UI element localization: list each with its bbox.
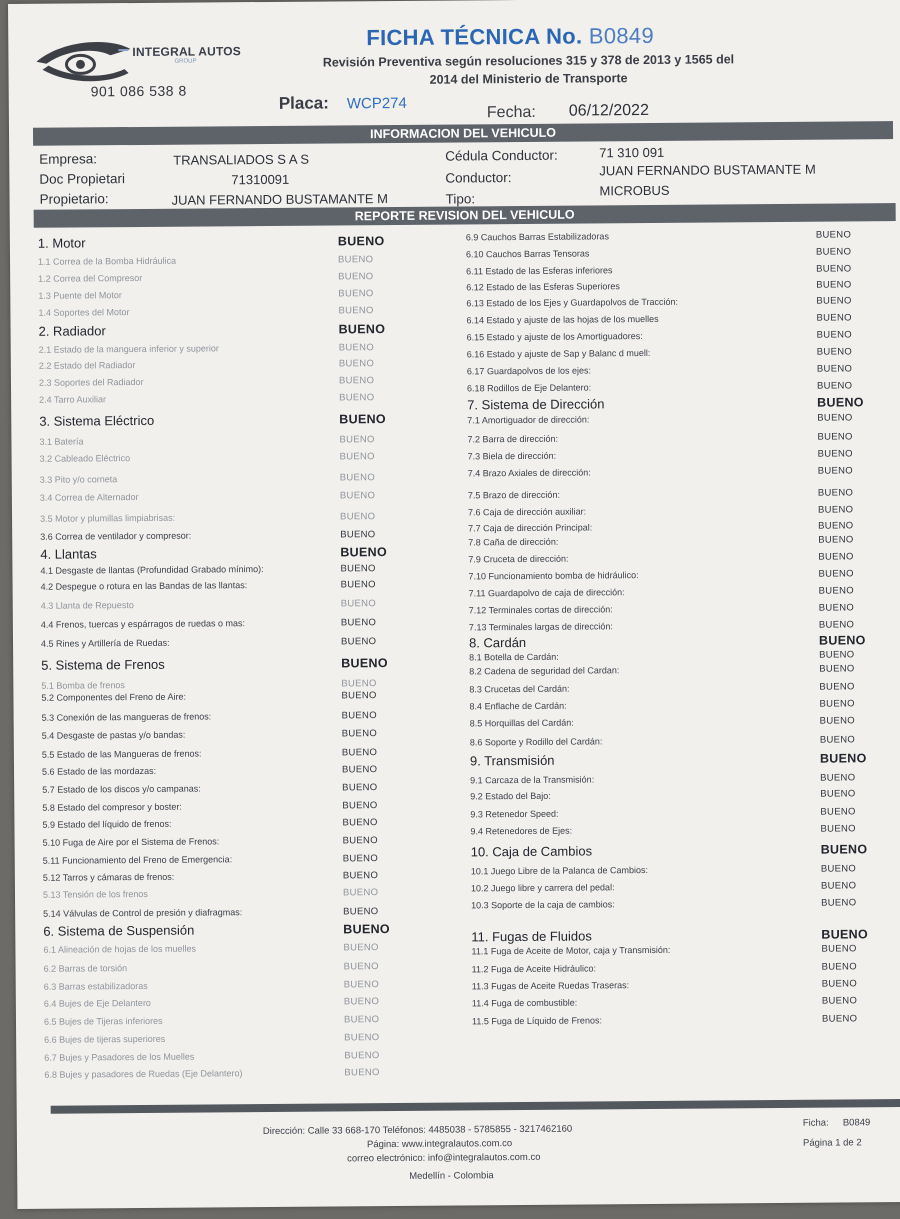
- checklist-item-label: 6.14 Estado y ajuste de las hojas de los muelles: [466, 313, 659, 326]
- checklist-item-status: BUENO: [338, 375, 375, 387]
- checklist-item-label: 7.4 Brazo Axiales de dirección:: [467, 467, 591, 479]
- checklist-item-label: 6.8 Bujes y pasadores de Ruedas (Eje Delantero): [44, 1068, 243, 1080]
- checklist-item-label: 9.4 Retenedores de Ejes:: [470, 825, 573, 837]
- checklist-item-status: BUENO: [341, 690, 377, 702]
- checklist-item-label: 8.4 Enflache de Cardán:: [469, 700, 567, 712]
- checklist-item-status: BUENO: [341, 764, 378, 776]
- checklist-item-status: BUENO: [342, 835, 378, 847]
- checklist-item-label: 9.3 Retenedor Speed:: [470, 808, 559, 820]
- propietario-label: Propietario:: [39, 191, 109, 207]
- checklist-item-status: BUENO: [820, 772, 856, 784]
- checklist-item-label: 3.1 Batería: [39, 436, 84, 447]
- checklist-item-label: 6.9 Cauchos Barras Estabilizadoras: [465, 231, 609, 243]
- section-title: 5. Sistema de Frenos: [41, 656, 165, 673]
- checklist-item-label: 8.5 Horquillas del Cardán:: [469, 717, 574, 729]
- report-band: REPORTE REVISION DEL VEHICULO: [34, 203, 896, 228]
- checklist-item-status: BUENO: [343, 1014, 380, 1026]
- checklist-item-status: BUENO: [821, 897, 857, 909]
- checklist-item-label: 6.10 Cauchos Barras Tensoras: [465, 248, 590, 260]
- checklist-item-status: BUENO: [821, 943, 857, 955]
- checklist-item-label: 4.4 Frenos, tuercas y espárragos de ruedas o mas:: [40, 618, 246, 630]
- checklist-item-label: 6.6 Bujes de tijeras superiores: [44, 1033, 166, 1045]
- checklist-item-label: 5.12 Tarros y cámaras de frenos:: [42, 871, 175, 883]
- footer-ficha-label: Ficha:: [802, 1117, 829, 1129]
- checklist-item-status: BUENO: [339, 392, 375, 404]
- checklist-item-status: BUENO: [815, 229, 852, 241]
- checklist-item-status: BUENO: [818, 551, 854, 563]
- checklist-item-label: 8.3 Crucetas del Cardán:: [469, 683, 570, 695]
- checklist-item-status: BUENO: [817, 412, 853, 424]
- section-title: 2. Radiador: [38, 323, 106, 339]
- checklist-item-status: BUENO: [340, 617, 377, 629]
- checklist-item-label: 5.11 Funcionamiento del Freno de Emergencia:: [42, 854, 233, 866]
- section-status: BUENO: [343, 922, 390, 937]
- checklist-item-label: 5.8 Estado del compresor y boster:: [42, 801, 182, 813]
- cedula-label: Cédula Conductor:: [445, 147, 558, 164]
- checklist-item-label: 5.5 Estado de las Mangueras de frenos:: [41, 748, 202, 760]
- checklist-item-status: BUENO: [340, 579, 376, 591]
- checklist-item-label: 9.1 Carcaza de la Transmisión:: [470, 774, 595, 786]
- checklist-item-label: 5.9 Estado del líquido de frenos:: [42, 818, 172, 830]
- checklist-item-status: BUENO: [820, 880, 857, 892]
- checklist-item-label: 3.4 Correa de Alternador: [39, 491, 139, 503]
- checklist-item-status: BUENO: [816, 312, 852, 324]
- checklist-item-status: BUENO: [340, 563, 376, 575]
- checklist-item-status: BUENO: [341, 728, 378, 740]
- checklist-item-status: BUENO: [340, 529, 376, 541]
- checklist-item-label: 6.1 Alineación de hojas de los muelles: [43, 943, 197, 955]
- checklist-item-label: 10.2 Juego libre y carrera del pedal:: [470, 882, 615, 894]
- checklist-item-status: BUENO: [816, 380, 853, 392]
- checklist-item-label: 3.6 Correa de ventilador y compresor:: [40, 530, 192, 542]
- checklist-item-status: BUENO: [341, 747, 378, 759]
- checklist-item-label: 5.3 Conexión de las mangueras de frenos:: [41, 711, 212, 723]
- tipo-label: Tipo:: [445, 191, 476, 207]
- checklist-item-label: 6.17 Guardapolvos de los ejes:: [466, 365, 592, 377]
- footer-city: Medellín - Colombia: [409, 1170, 494, 1182]
- section-title: 3. Sistema Eléctrico: [39, 412, 155, 429]
- checklist-item-status: BUENO: [339, 472, 376, 484]
- checklist-item-label: 1.4 Soportes del Motor: [38, 307, 130, 318]
- checklist-item-label: 6.16 Estado y ajuste de Sap y Balanc d muell:: [466, 347, 651, 360]
- conductor-label: Conductor:: [445, 170, 512, 186]
- checklist-item-label: 8.2 Cadena de seguridad del Cardan:: [469, 665, 620, 677]
- empresa-label: Empresa:: [39, 151, 98, 167]
- checklist-item-status: BUENO: [818, 568, 854, 580]
- checklist-item-status: BUENO: [342, 870, 379, 882]
- section-status: BUENO: [817, 395, 864, 410]
- checklist-item-status: BUENO: [343, 942, 379, 954]
- checklist-item-label: 3.5 Motor y plumillas limpiabrisas:: [40, 512, 176, 524]
- checklist-item-status: BUENO: [342, 853, 379, 865]
- checklist-item-status: BUENO: [818, 602, 855, 614]
- section-title: 7. Sistema de Dirección: [467, 396, 605, 413]
- checklist-item-label: 5.2 Componentes del Freno de Aire:: [41, 691, 187, 703]
- checklist-item-status: BUENO: [821, 978, 858, 990]
- checklist-item-status: BUENO: [818, 585, 854, 597]
- checklist-item-status: BUENO: [344, 1050, 380, 1062]
- cedula-value: 71 310 091: [599, 144, 665, 161]
- checklist-item-status: BUENO: [816, 295, 852, 307]
- subtitle-line-1: Revisión Preventiva según resoluciones 315 y 378 de 2013 y 1565 del: [322, 52, 735, 70]
- checklist-item-status: BUENO: [819, 734, 856, 746]
- checklist-item-label: 11.2 Fuga de Aceite Hidráulico:: [471, 963, 597, 975]
- checklist-item-label: 7.8 Caña de dirección:: [468, 536, 559, 548]
- subtitle-line-2: 2014 del Ministerio de Transporte: [429, 71, 628, 87]
- footer-website: Página: www.integralautos.com.co: [366, 1138, 513, 1151]
- checklist-item-status: BUENO: [342, 800, 378, 812]
- vehicle-info-band: INFORMACION DEL VEHICULO: [33, 121, 893, 146]
- checklist-item-status: BUENO: [819, 681, 855, 693]
- checklist-item-status: BUENO: [342, 782, 378, 794]
- checklist-item-status: BUENO: [817, 431, 853, 443]
- checklist-item-label: 4.5 Rines y Artillería de Ruedas:: [40, 637, 170, 649]
- checklist-item-status: BUENO: [818, 534, 854, 546]
- checklist-item-label: 5.4 Desgaste de pastas y/o bandas:: [41, 729, 186, 741]
- checklist-item-status: BUENO: [343, 979, 380, 991]
- section-title: 10. Caja de Cambios: [470, 843, 593, 860]
- checklist-item-status: BUENO: [340, 636, 377, 648]
- checklist-item-status: BUENO: [339, 434, 375, 446]
- section-status: BUENO: [819, 751, 867, 766]
- checklist-item-label: 6.12 Estado de las Esferas Superiores: [466, 281, 620, 293]
- checklist-item-label: 7.6 Caja de dirección auxiliar:: [467, 506, 587, 518]
- checklist-item-status: BUENO: [816, 346, 853, 358]
- sheet-title-text: FICHA TÉCNICA No.: [366, 23, 583, 51]
- section-title: 1. Motor: [37, 235, 86, 251]
- checklist-item-status: BUENO: [343, 906, 379, 918]
- footer-address: Dirección: Calle 33 668-170 Teléfonos: 4485038 - 5785855 - 3217462160: [262, 1123, 573, 1138]
- checklist-item-status: BUENO: [344, 1067, 380, 1079]
- checklist-item-status: BUENO: [338, 305, 374, 317]
- section-title: 4. Llantas: [40, 546, 97, 562]
- section-status: BUENO: [820, 842, 868, 857]
- checklist-item-label: 6.4 Bujes de Eje Delantero: [43, 997, 151, 1009]
- checklist-item-status: BUENO: [819, 649, 855, 661]
- checklist-item-label: 6.15 Estado y ajuste de los Amortiguadores:: [466, 331, 643, 343]
- ficha-number: B0849: [588, 22, 655, 49]
- checklist-item-status: BUENO: [820, 788, 856, 800]
- checklist-item-label: 1.3 Puente del Motor: [38, 290, 122, 301]
- fecha-label: Fecha:: [486, 103, 536, 122]
- technical-sheet: [8, 0, 900, 1209]
- section-status: BUENO: [821, 927, 869, 942]
- checklist-item-label: 2.2 Estado del Radiador: [38, 360, 136, 371]
- checklist-item-status: BUENO: [820, 863, 857, 875]
- checklist-item-label: 7.1 Amortiguador de dirección:: [467, 414, 590, 426]
- nit-number: 901 086 538 8: [90, 82, 187, 100]
- logo-group: GROUP: [174, 58, 197, 65]
- checklist-item-status: BUENO: [817, 504, 854, 516]
- checklist-item-status: BUENO: [338, 271, 374, 283]
- checklist-item-status: BUENO: [818, 520, 854, 532]
- checklist-item-label: 5.7 Estado de los discos y/o campanas:: [42, 783, 201, 795]
- checklist-item-label: 11.5 Fuga de Líquido de Frenos:: [471, 1015, 602, 1027]
- checklist-item-status: BUENO: [819, 715, 855, 727]
- checklist-item-label: 7.9 Cruceta de dirección:: [468, 553, 569, 565]
- checklist-item-label: 4.2 Despegue o rotura en las Bandas de las llantas:: [40, 580, 248, 592]
- checklist-item-label: 7.10 Funcionamiento bomba de hidráulico:: [468, 570, 639, 582]
- checklist-item-label: 6.11 Estado de las Esferas inferiores: [466, 265, 613, 277]
- checklist-item-status: BUENO: [819, 698, 855, 710]
- checklist-item-status: BUENO: [817, 487, 854, 499]
- checklist-item-label: 5.13 Tensión de los frenos: [42, 888, 148, 900]
- checklist-item-label: 6.13 Estado de los Ejes y Guardapolvos de Tracción:: [466, 296, 679, 309]
- checklist-item-status: BUENO: [344, 1032, 380, 1044]
- section-status: BUENO: [339, 412, 386, 427]
- conductor-value: JUAN FERNANDO BUSTAMANTE M: [599, 161, 816, 179]
- checklist-item-label: 8.6 Soporte y Rodillo del Cardán:: [469, 736, 603, 748]
- checklist-item-status: BUENO: [342, 817, 378, 829]
- checklist-item-status: BUENO: [820, 806, 856, 818]
- checklist-item-label: 11.1 Fuga de Aceite de Motor, caja y Transmisión:: [471, 944, 671, 957]
- empresa-value: TRANSALIADOS S A S: [173, 151, 310, 168]
- placa-label: Placa:: [278, 93, 329, 113]
- checklist-item-label: 1.1 Correa de la Bomba Hidráulica: [37, 255, 177, 267]
- checklist-item-status: BUENO: [342, 887, 379, 899]
- checklist-item-status: BUENO: [821, 995, 858, 1007]
- checklist-item-status: BUENO: [817, 465, 854, 477]
- checklist-item-status: BUENO: [820, 823, 856, 835]
- propietario-value: JUAN FERNANDO BUSTAMANTE M: [171, 191, 389, 208]
- checklist-item-label: 11.4 Fuga de combustible:: [471, 997, 578, 1009]
- checklist-item-label: 5.1 Bomba de frenos: [41, 680, 125, 691]
- checklist-item-status: BUENO: [337, 254, 374, 266]
- checklist-item-status: BUENO: [817, 448, 853, 460]
- checklist-item-label: 7.2 Barra de dirección:: [467, 433, 559, 445]
- doc-propietario-value: 71310091: [231, 171, 290, 188]
- fecha-value: 06/12/2022: [568, 101, 650, 120]
- checklist-item-status: BUENO: [815, 246, 852, 258]
- checklist-item-label: 6.3 Barras estabilizadoras: [43, 980, 148, 992]
- checklist-item-label: 9.2 Estado del Bajo:: [470, 790, 551, 802]
- section-status: BUENO: [341, 656, 388, 671]
- checklist-item-label: 10.1 Juego Libre de la Palanca de Cambios:: [470, 865, 648, 877]
- checklist-item-status: BUENO: [821, 961, 857, 973]
- checklist-item-status: BUENO: [341, 678, 377, 690]
- logo-name: INTEGRAL AUTOS: [132, 44, 242, 60]
- checklist-item-label: 7.13 Terminales largas de dirección:: [468, 621, 613, 633]
- checklist-item-status: BUENO: [339, 451, 375, 463]
- placa-value: WCP274: [346, 94, 407, 113]
- checklist-item-status: BUENO: [338, 358, 375, 370]
- checklist-item-label: 3.3 Pito y/o corneta: [39, 474, 118, 485]
- footer-email: correo electrónico: info@integralautos.com.co: [347, 1151, 541, 1165]
- section-title: 9. Transmisión: [469, 752, 555, 769]
- checklist-item-label: 6.18 Rodillos de Eje Delantero:: [466, 382, 592, 394]
- checklist-item-status: BUENO: [819, 663, 855, 675]
- checklist-item-label: 7.7 Caja de dirección Principal:: [468, 522, 593, 534]
- checklist-item-status: BUENO: [340, 598, 377, 610]
- checklist-item-status: BUENO: [816, 363, 853, 375]
- checklist-item-status: BUENO: [343, 996, 380, 1008]
- report-right-column: [8, 0, 900, 1104]
- checklist-item-label: 2.3 Soportes del Radiador: [38, 376, 144, 388]
- checklist-item-label: 1.2 Correa del Compresor: [38, 272, 143, 284]
- tipo-value: MICROBUS: [599, 182, 670, 199]
- checklist-item-label: 2.1 Estado de la manguera inferior y superior: [38, 343, 219, 355]
- checklist-item-status: BUENO: [818, 619, 855, 631]
- checklist-item-label: 7.11 Guardapolvo de caja de dirección:: [468, 587, 625, 599]
- checklist-item-label: 6.5 Bujes de Tijeras inferiores: [43, 1015, 163, 1027]
- checklist-item-status: BUENO: [816, 263, 852, 275]
- checklist-item-status: BUENO: [821, 1013, 858, 1025]
- checklist-item-label: 6.7 Bujes y Pasadores de los Muelles: [44, 1051, 195, 1063]
- checklist-item-label: 4.1 Desgaste de llantas (Profundidad Grabado mínimo):: [40, 564, 264, 576]
- checklist-item-label: 7.5 Brazo de dirección:: [467, 489, 560, 501]
- section-title: 11. Fugas de Fluidos: [471, 928, 592, 945]
- checklist-item-label: 8.1 Botella de Cardán:: [469, 651, 559, 663]
- checklist-item-label: 2.4 Tarro Auxiliar: [39, 394, 107, 405]
- checklist-item-label: 5.14 Válvulas de Control de presión y diafragmas:: [43, 907, 243, 919]
- checklist-item-label: 11.3 Fugas de Aceite Ruedas Traseras:: [471, 980, 630, 992]
- checklist-item-label: 4.3 Llanta de Repuesto: [40, 600, 134, 611]
- checklist-item-label: 7.3 Biela de dirección:: [467, 450, 557, 462]
- checklist-item-status: BUENO: [341, 710, 377, 722]
- checklist-item-label: 3.2 Cableado Eléctrico: [39, 453, 131, 464]
- checklist-item-label: 7.12 Terminales cortas de dirección:: [468, 604, 613, 616]
- footer-ficha-value: B0849: [842, 1117, 871, 1129]
- section-status: BUENO: [337, 234, 385, 249]
- checklist-item-status: BUENO: [338, 342, 375, 354]
- checklist-item-label: 5.10 Fuga de Aire por el Sistema de Frenos:: [42, 836, 220, 848]
- section-status: BUENO: [818, 633, 866, 648]
- section-title: 8. Cardán: [468, 634, 527, 651]
- section-status: BUENO: [338, 322, 386, 337]
- checklist-item-status: BUENO: [339, 511, 376, 523]
- checklist-item-label: 5.6 Estado de las mordazas:: [41, 765, 157, 777]
- doc-propietario-label: Doc Propietari: [39, 171, 125, 187]
- checklist-item-status: BUENO: [343, 961, 379, 973]
- checklist-item-status: BUENO: [816, 329, 852, 341]
- checklist-item-label: 6.2 Barras de torsión: [43, 963, 128, 974]
- checklist-item-status: BUENO: [338, 288, 374, 300]
- checklist-item-status: BUENO: [816, 279, 852, 291]
- footer-page-number: Página 1 de 2: [802, 1137, 862, 1149]
- section-status: BUENO: [340, 545, 388, 560]
- checklist-item-status: BUENO: [339, 490, 376, 502]
- section-title: 6. Sistema de Suspensión: [43, 922, 195, 939]
- checklist-item-label: 10.3 Soporte de la caja de cambios:: [471, 899, 615, 911]
